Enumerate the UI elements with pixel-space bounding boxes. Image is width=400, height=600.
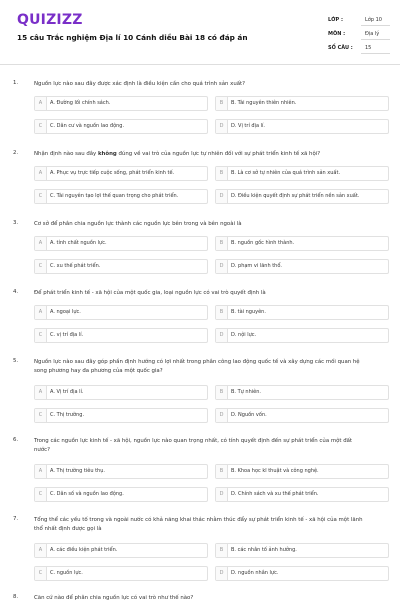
- option-b[interactable]: [215, 464, 389, 479]
- question-text: Để phát triển kinh tế - xã hội của một quốc gia, loại nguồn lực có vai trò quyết định là: [34, 290, 266, 296]
- question-text: Nguồn lực nào sau đây góp phần định hướng có lợi nhất trong phân công lao động quốc tế và xây dựng các mối quan hệ song phương hay đa phương của một quốc gia?: [34, 359, 360, 374]
- question-number: 7.: [13, 516, 19, 522]
- option-letter: A: [35, 306, 47, 319]
- question-number: 6.: [13, 437, 19, 443]
- option-text: C. xu thế phát triển.: [50, 263, 101, 269]
- option-text: A. các điều kiện phát triển.: [50, 547, 118, 553]
- option-text: B. các nhân tố ảnh hưởng.: [231, 547, 297, 553]
- option-c[interactable]: [34, 408, 208, 423]
- option-text: A. Đường lối chính sách.: [50, 100, 111, 106]
- option-b[interactable]: [215, 305, 389, 320]
- option-a[interactable]: [34, 96, 208, 111]
- question-number: 1.: [13, 80, 19, 86]
- option-text: D. nội lực.: [231, 332, 257, 338]
- option-letter: A: [35, 544, 47, 557]
- option-letter: D: [216, 120, 228, 133]
- option-d[interactable]: [215, 408, 389, 423]
- option-letter: B: [216, 544, 228, 557]
- meta-label: MÔN :: [328, 31, 346, 37]
- question-number: 8.: [13, 594, 19, 600]
- option-letter: B: [216, 386, 228, 399]
- option-text: B. Là cơ sở tự nhiên của quá trình sản xuất.: [231, 170, 341, 176]
- option-b[interactable]: [215, 96, 389, 111]
- option-text: C. Thị trường.: [50, 412, 85, 418]
- option-a[interactable]: [34, 236, 208, 251]
- option-b[interactable]: [215, 385, 389, 400]
- option-letter: A: [35, 97, 47, 110]
- option-c[interactable]: [34, 119, 208, 134]
- option-a[interactable]: [34, 305, 208, 320]
- option-c[interactable]: [34, 487, 208, 502]
- worksheet-header: [0, 0, 400, 64]
- question-text: Trong các nguồn lực kinh tế - xã hội, nguồn lực nào quan trọng nhất, có tính quyết định đến sự phát triển của một đất nước?: [34, 438, 353, 453]
- option-letter: D: [216, 260, 228, 273]
- meta-value: Lớp 10: [365, 17, 382, 23]
- option-text: C. Dân số và nguồn lao động.: [50, 491, 124, 497]
- meta-value: 15: [365, 45, 372, 51]
- question-number: 3.: [13, 220, 19, 226]
- option-letter: C: [35, 260, 47, 273]
- option-letter: D: [216, 567, 228, 580]
- option-d[interactable]: [215, 328, 389, 343]
- option-letter: C: [35, 409, 47, 422]
- option-text: A. ngoại lực.: [50, 309, 81, 315]
- option-letter: B: [216, 237, 228, 250]
- option-text: A. Thị trường tiêu thụ.: [50, 468, 105, 474]
- option-text: D. nguồn nhân lực.: [231, 570, 279, 576]
- header-divider: [0, 64, 400, 65]
- question-text: Cơ sở để phân chia nguồn lực thành các nguồn lực bên trong và bên ngoài là: [34, 221, 242, 227]
- option-text: B. Khoa học kĩ thuật và công nghệ.: [231, 468, 319, 474]
- meta-row-question-count: [328, 42, 390, 54]
- option-letter: A: [35, 167, 47, 180]
- option-text: C. Dân cư và nguồn lao động.: [50, 123, 125, 129]
- option-text: D. Điều kiện quyết định sự phát triển nền sản xuất.: [231, 193, 360, 199]
- option-letter: D: [216, 488, 228, 501]
- option-b[interactable]: [215, 166, 389, 181]
- option-text: A. Phục vụ trực tiếp cuộc sống, phát triển kinh tế.: [50, 170, 175, 176]
- question-text: Nguồn lực nào sau đây được xác định là điều kiện cần cho quá trình sản xuất?: [34, 81, 246, 87]
- meta-row-subject: [328, 28, 390, 40]
- option-text: C. nguồn lực.: [50, 570, 83, 576]
- question-text: Tổng thể các yếu tố trong và ngoài nước có khả năng khai thác nhằm thúc đẩy sự phát triển kinh tế - xã hội của một lãnh thổ nhất định được gọi là: [34, 517, 363, 532]
- option-letter: A: [35, 465, 47, 478]
- option-letter: B: [216, 97, 228, 110]
- option-c[interactable]: [34, 259, 208, 274]
- question-number: 5.: [13, 358, 19, 364]
- option-d[interactable]: [215, 189, 389, 204]
- option-letter: B: [216, 306, 228, 319]
- option-letter: D: [216, 190, 228, 203]
- question-text: Nhận định nào sau đây không đúng về vai trò của nguồn lực tự nhiên đối với sự phát triển kinh tế xã hội?: [34, 151, 321, 157]
- option-a[interactable]: [34, 464, 208, 479]
- option-letter: A: [35, 237, 47, 250]
- option-a[interactable]: [34, 166, 208, 181]
- option-text: C. vị trí địa lí.: [50, 332, 84, 338]
- option-d[interactable]: [215, 259, 389, 274]
- option-c[interactable]: [34, 328, 208, 343]
- option-text: B. Tự nhiên.: [231, 389, 261, 395]
- option-c[interactable]: [34, 566, 208, 581]
- option-text: D. Nguồn vốn.: [231, 412, 267, 418]
- question-emphasis: không: [97, 151, 117, 157]
- option-b[interactable]: [215, 236, 389, 251]
- meta-row-class: [328, 14, 390, 26]
- option-text: A. tính chất nguồn lực.: [50, 240, 107, 246]
- page-title: 15 câu Trắc nghiệm Địa lí 10 Cánh diều Bài 18 có đáp án: [17, 33, 248, 42]
- option-letter: D: [216, 409, 228, 422]
- question-text: Căn cứ nào để phân chia nguồn lực có vai trò như thế nào?: [34, 595, 194, 600]
- question-number: 4.: [13, 289, 19, 295]
- option-d[interactable]: [215, 487, 389, 502]
- option-a[interactable]: [34, 543, 208, 558]
- question-number: 2.: [13, 150, 19, 156]
- quizizz-logo: QUIZIZZ: [17, 12, 83, 28]
- option-c[interactable]: [34, 189, 208, 204]
- option-letter: C: [35, 488, 47, 501]
- option-text: B. tài nguyên.: [231, 309, 266, 315]
- option-text: D. Chính sách và xu thế phát triển.: [231, 491, 319, 497]
- option-letter: D: [216, 329, 228, 342]
- option-a[interactable]: [34, 385, 208, 400]
- option-text: C. Tài nguyên tạo lợi thế quan trọng cho phát triển.: [50, 193, 179, 199]
- option-letter: B: [216, 465, 228, 478]
- option-letter: C: [35, 329, 47, 342]
- meta-value: Địa lý: [365, 31, 380, 37]
- option-text: D. Vị trí địa lí.: [231, 123, 266, 129]
- option-text: A. Vị trí địa lí.: [50, 389, 84, 395]
- option-d[interactable]: [215, 566, 389, 581]
- meta-label: LỚP :: [328, 17, 343, 23]
- option-letter: B: [216, 167, 228, 180]
- option-text: B. Tài nguyên thiên nhiên.: [231, 100, 297, 106]
- option-text: D. phạm vi lãnh thổ.: [231, 263, 282, 269]
- option-d[interactable]: [215, 119, 389, 134]
- option-letter: C: [35, 567, 47, 580]
- option-letter: C: [35, 120, 47, 133]
- option-text: B. nguồn gốc hình thành.: [231, 240, 295, 246]
- meta-label: SỐ CÂU :: [328, 45, 353, 51]
- option-letter: C: [35, 190, 47, 203]
- option-letter: A: [35, 386, 47, 399]
- option-b[interactable]: [215, 543, 389, 558]
